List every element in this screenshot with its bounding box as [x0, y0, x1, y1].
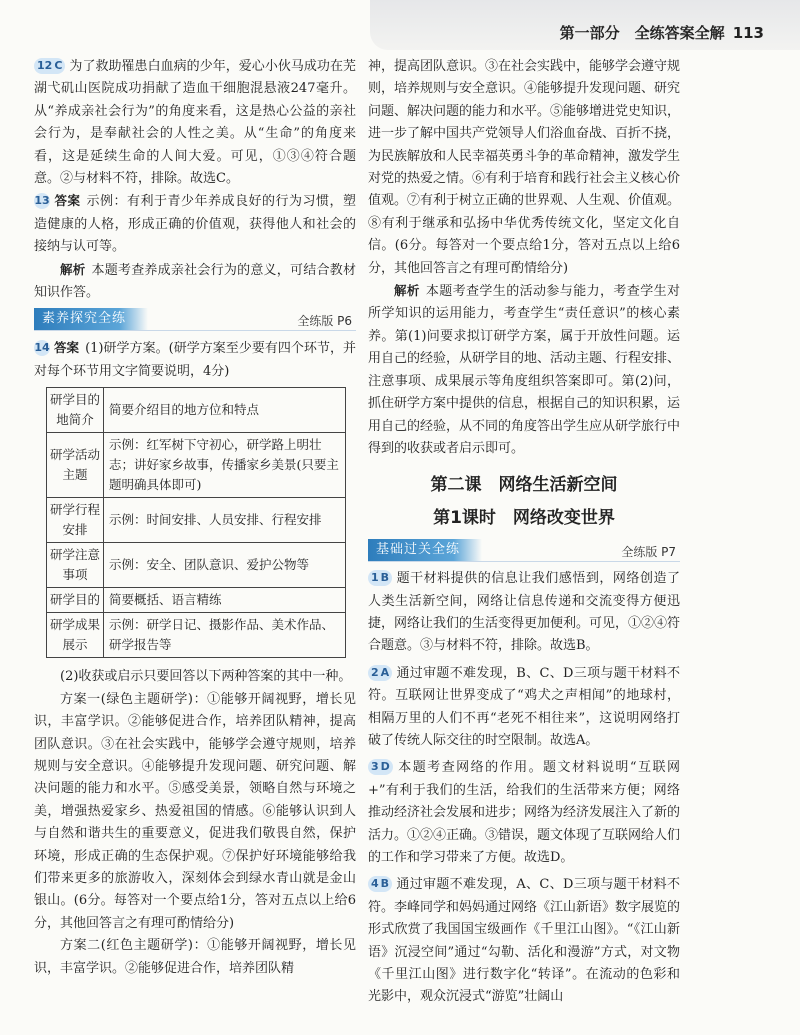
table-row [47, 433, 346, 498]
question-13-analysis: 解析 本题考查养成亲社会行为的意义，可结合教材知识作答。 [34, 261, 356, 301]
table-value-cell: 示例：研学日记、摄影作品、美术作品、研学报告等 [104, 613, 346, 658]
section-band-literacy [34, 308, 356, 331]
table-key-cell: 研学目的地简介 [47, 388, 104, 433]
analysis-label: 解析 [394, 283, 420, 299]
question-number-badge: 2 A [368, 665, 392, 681]
table-value-cell: 示例：时间安排、人员安排、行程安排 [104, 498, 346, 543]
section-band-ref: 全练版 P7 [621, 545, 676, 560]
question-12-text: 为了救助罹患白血病的少年，爱心小伙马成功在芜湖弋矶山医院成功捐献了造血干细胞混悬液247毫升。从“养成亲社会行为”的角度来看，这是热心公益的亲社会行为，是奉献社会的人性之美。从“生命”的角度来看，这是延续生命的人间大爱。可见，①③④符合题意。②与材料不符，排除。故选C。 [34, 59, 356, 187]
question-13 [34, 190, 356, 258]
table-value-cell: 简要概括、语言精练 [104, 588, 346, 613]
question-number-badge: 1 B [368, 570, 392, 586]
question-13-answer: 示例：有利于青少年养成良好的行为习惯，塑造健康的人格，形成正确的价值观，获得他人和社会的接纳与认可等。 [34, 194, 356, 255]
page-number: 113 [732, 24, 764, 42]
question-number-badge: 4 B [368, 876, 392, 892]
page-header [370, 0, 800, 50]
question-12 [34, 56, 356, 190]
left-column [34, 56, 356, 980]
table-row [47, 613, 346, 658]
question-number-badge: 13 [34, 194, 50, 208]
question-14-plan2: 方案二(红色主题研学)：①能够开阔视野，增长见识，丰富学识。②能够促进合作，培养团队精 [34, 938, 356, 976]
question-14-analysis: 解析 本题考查学生的活动参与能力，考查学生对所学知识的运用能力，考查学生“责任意识”的核心素养。第(1)问要求拟订研学方案，属于开放性问题。运用自己的经验，从研学目的地、活动主题、行程安排、注意事项、成果展示等角度组织答案即可。第(2)问，抓住研学方案中提供的信息，根据自己的知识积累，运用自己的经验，从不同的角度答出学生应从研学旅行中得到的收获或者启示即可。 [368, 283, 681, 456]
analysis-label: 解析 [60, 261, 86, 277]
table-key-cell: 研学成果展示 [47, 613, 104, 658]
section-band-title: 素养探究全练 [34, 308, 148, 330]
question-number-badge: 12 C [34, 58, 65, 74]
table-key-cell: 研学活动主题 [47, 433, 104, 498]
table-row [47, 543, 346, 588]
question-2: 2 A 通过审题不难发现，B、C、D三项与题干材料不符。互联网让世界变成了“鸡犬之声相闻”的地球村，相隔万里的人们不再“老死不相往来”，这说明网络打破了传统人际交往的时空限制。故选A。 [368, 665, 680, 748]
question-number-badge: 14 [34, 341, 50, 355]
period-title: 第1课时 网络改变世界 [433, 507, 615, 528]
table-row [47, 588, 346, 613]
table-value-cell: 示例：红军树下守初心，研学路上明壮志；讲好家乡故事，传播家乡美景(只要主题明确具体即可) [104, 433, 346, 498]
question-number-badge: 3 D [368, 759, 393, 775]
lesson-title: 第二课 网络生活新空间 [430, 475, 618, 496]
right-column [368, 56, 680, 1009]
header-text [560, 22, 764, 43]
question-14-plan1: 方案一(绿色主题研学)：①能够开阔视野，增长见识，丰富学识。②能够促进合作，培养团队精神，提高团队意识。③在社会实践中，能够学会遵守规则，培养规则与安全意识。④能够提升发现问题、研究问题、解决问题的能力和水平。⑤感受美景，领略自然与环境之美，增强热爱家乡、热爱祖国的情感。⑥能够认识到人与自然和谐共生的重要意义，促进我们敬畏自然，保护环境，形成正确的生态保护观。⑦保护好环境能够给我们带来更多的旅游收入，深刻体会到绿水青山就是金山银山。(6分。每答对一个要点给1分，答对五点以上给6分，其他回答言之有理可酌情给分) [34, 691, 356, 931]
question-14-intro: 14 答案 (1)研学方案。(研学方案至少要有四个环节，并对每个环节用文字简要说明，4分) [34, 340, 356, 379]
question-1: 1 B 题干材料提供的信息让我们感悟到，网络创造了人类生活新空间，网络让信息传递和交流变得方便迅捷，网络让我们的生活变得更加便利。可见，①②④符合题意。③与材料不符，排除。故选B。 [368, 571, 681, 654]
answer-label: 答案 [54, 340, 80, 356]
table-value-cell: 示例：安全、团队意识、爱护公物等 [104, 543, 346, 588]
question-14-part2: (2)收获或启示只要回答以下两种答案的其中一种。 [60, 669, 352, 685]
table-key-cell: 研学目的 [47, 588, 104, 613]
table-row [47, 498, 346, 543]
table-value-cell: 简要介绍目的地方位和特点 [104, 388, 346, 433]
header-section: 第一部分 全练答案全解 [559, 24, 725, 42]
table-row [47, 388, 346, 433]
section-band-basic [368, 539, 680, 562]
study-plan-table [46, 387, 346, 658]
question-3: 3 D 本题考查网络的作用。题文材料说明“互联网+”有利于我们的生活，给我们的生活带来方便；网络推动经济社会发展和进步；网络为经济发展注入了新的活力。①②④正确。③错误，题文体现了互联网给人们的工作和学习带来了方便。故选D。 [368, 760, 681, 865]
question-4: 4 B 通过审题不难发现，A、C、D三项与题干材料不符。李峰同学和妈妈通过网络《江山新语》数字展览的形式欣赏了我国国宝级画作《千里江山图》。“《江山新语》沉浸空间”通过“勾勒、活化和漫游”方式，对文物《千里江山图》进行数字化“转译”。在流动的色彩和光影中，观众沉浸式“游览”壮阔山 [368, 877, 681, 1005]
table-key-cell: 研学注意事项 [47, 543, 104, 588]
answer-label: 答案 [54, 193, 81, 209]
question-14-plan2-continued: 神，提高团队意识。③在社会实践中，能够学会遵守规则，培养规则与安全意识。④能够提升发现问题、研究问题、解决问题的能力和水平。⑤能够增进党史知识，进一步了解中国共产党领导人们浴血奋战、百折不挠，为民族解放和人民幸福英勇斗争的革命精神，激发学生对党的热爱之情。⑥有利于培育和践行社会主义核心价值观。⑦有利于树立正确的世界观、人生观、价值观。⑧有利于继承和弘扬中华优秀传统文化，坚定文化自信。(6分。每答对一个要点给1分，答对五点以上给6分，其他回答言之有理可酌情给分) [368, 59, 681, 276]
table-key-cell: 研学行程安排 [47, 498, 104, 543]
section-band-ref: 全练版 P6 [297, 314, 352, 329]
section-band-title: 基础过关全练 [368, 539, 482, 561]
